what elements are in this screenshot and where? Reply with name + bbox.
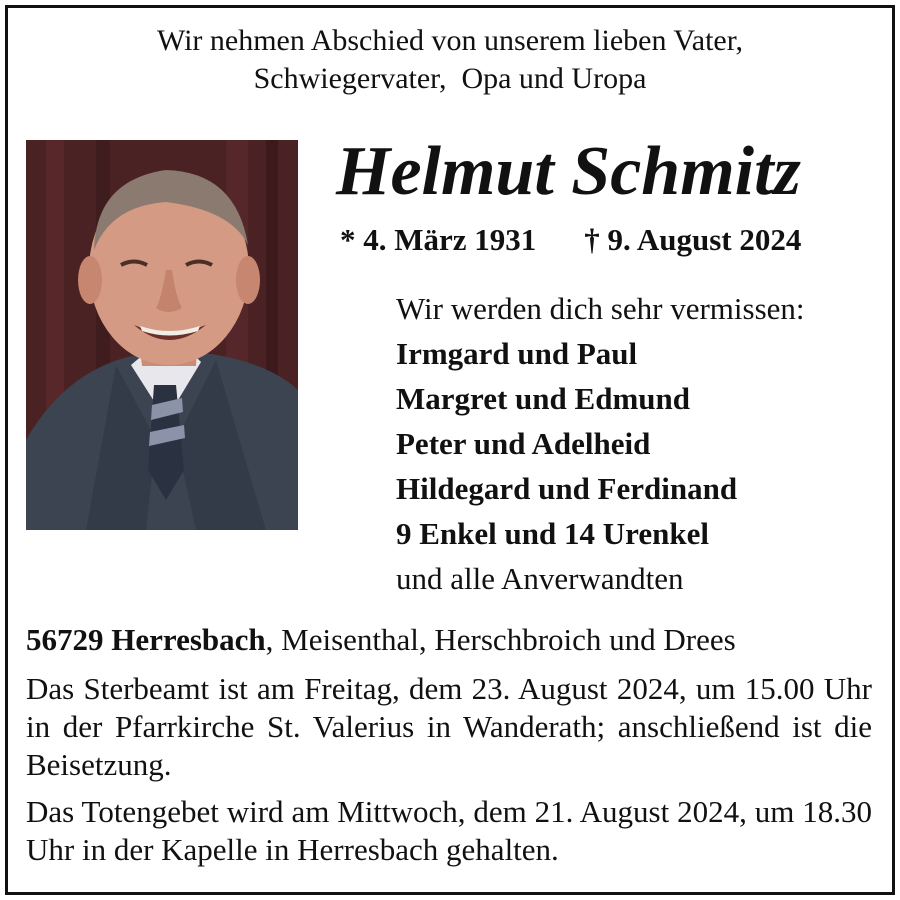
intro-line-1: Wir nehmen Abschied von unserem lieben Vater, (156, 24, 744, 57)
birth-date: * 4. März 1931 (340, 222, 537, 257)
family-member: Margret und Edmund (396, 381, 690, 416)
family-lead: Wir werden dich sehr vermissen: (396, 291, 805, 326)
requiem-paragraph: Das Sterbeamt ist am Freitag, dem 23. August 2024, um 15.00 Uhr in der Pfarrkirche St. Valerius in Wanderath; anschließend ist die Beisetzung. (26, 671, 872, 782)
home-town: 56729 Herresbach (26, 622, 266, 657)
family-member: Peter und Adelheid (396, 426, 651, 461)
portrait-photo (26, 140, 298, 530)
prayer-paragraph: Das Totengebet wird am Mittwoch, dem 21. August 2024, um 18.30 Uhr in der Kapelle in Herresbach gehalten. (26, 794, 872, 867)
other-towns: , Meisenthal, Herschbroich und Drees (265, 622, 736, 657)
death-date: † 9. August 2024 (584, 222, 802, 257)
location-line (26, 620, 876, 660)
deceased-name: Helmut Schmitz (336, 133, 801, 210)
intro-line-2: Schwiegervater, Opa und Uropa (253, 62, 647, 95)
family-list (396, 286, 886, 601)
family-member: Irmgard und Paul (396, 336, 638, 371)
portrait-illustration (26, 140, 298, 530)
family-tail: und alle Anverwandten (396, 561, 684, 596)
family-member: 9 Enkel und 14 Urenkel (396, 516, 709, 551)
life-dates (340, 220, 880, 260)
intro-text (0, 22, 900, 98)
family-member: Hildegard und Ferdinand (396, 471, 738, 506)
